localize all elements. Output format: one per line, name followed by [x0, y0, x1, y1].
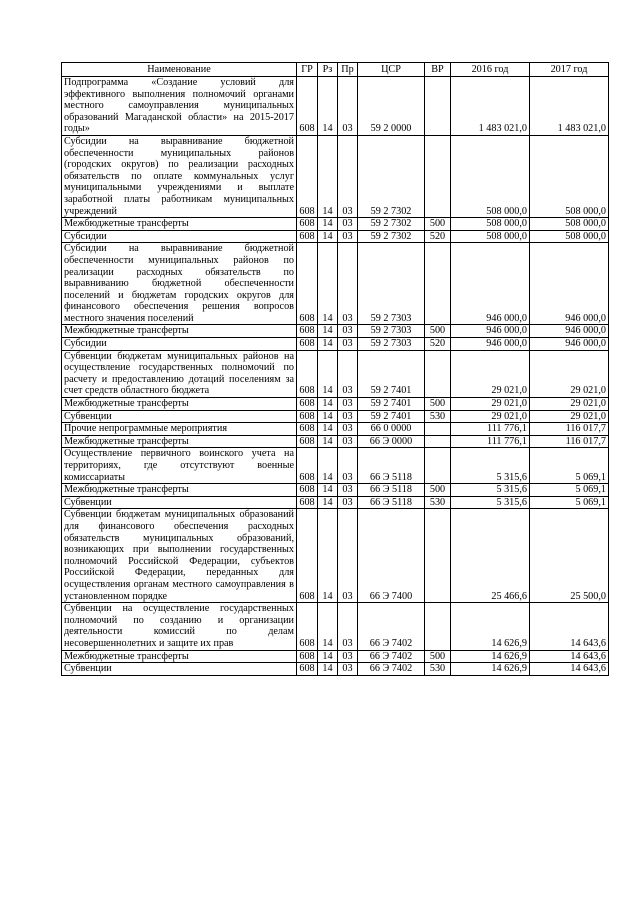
table-row: [62, 230, 609, 243]
cell-gr: 608: [297, 218, 318, 231]
table-row: [62, 448, 609, 484]
cell-gr: 608: [297, 484, 318, 497]
cell-vr: 530: [425, 663, 451, 676]
cell-rz: 14: [318, 218, 338, 231]
header-gr: ГР: [297, 63, 318, 77]
header-pr: Пр: [338, 63, 358, 77]
cell-2016: 5 315,6: [451, 496, 530, 509]
cell-gr: 608: [297, 650, 318, 663]
cell-pr: 03: [338, 230, 358, 243]
cell-name: Субвенции бюджетам муниципальных образований для финансового обеспечения расходных обязательств муниципальных образований, возникающих при выполнении государственных полномочий Российской Федерации, субъектов Российской Федерации, переданных для осуществления органам местного самоуправления в установленном порядке: [62, 509, 297, 603]
cell-vr: 530: [425, 496, 451, 509]
cell-name: Межбюджетные трансферты: [62, 218, 297, 231]
cell-pr: 03: [338, 350, 358, 397]
cell-2017: 116 017,7: [530, 435, 609, 448]
cell-2016: 14 626,9: [451, 663, 530, 676]
cell-pr: 03: [338, 650, 358, 663]
cell-vr: [425, 350, 451, 397]
cell-gr: 608: [297, 230, 318, 243]
cell-2016: 1 483 021,0: [451, 77, 530, 136]
cell-gr: 608: [297, 509, 318, 603]
cell-csr: 66 0 0000: [358, 423, 425, 436]
cell-csr: 66 Э 7402: [358, 663, 425, 676]
cell-name: Субвенции: [62, 410, 297, 423]
cell-pr: 03: [338, 243, 358, 325]
cell-gr: 608: [297, 448, 318, 484]
table-row: [62, 77, 609, 136]
table-header-row: [62, 63, 609, 77]
cell-2017: 14 643,6: [530, 663, 609, 676]
cell-gr: 608: [297, 496, 318, 509]
cell-name: Субвенции на осуществление государственных полномочий по созданию и организации деятельности комиссий по делам несовершеннолетних и защите их прав: [62, 603, 297, 650]
cell-2017: 14 643,6: [530, 603, 609, 650]
cell-name: Межбюджетные трансферты: [62, 325, 297, 338]
table-row: [62, 325, 609, 338]
cell-2017: 946 000,0: [530, 243, 609, 325]
cell-rz: 14: [318, 435, 338, 448]
cell-rz: 14: [318, 496, 338, 509]
cell-2016: 25 466,6: [451, 509, 530, 603]
header-2017: 2017 год: [530, 63, 609, 77]
cell-pr: 03: [338, 218, 358, 231]
cell-2016: 508 000,0: [451, 135, 530, 217]
cell-2017: 1 483 021,0: [530, 77, 609, 136]
cell-vr: [425, 509, 451, 603]
header-vr: ВР: [425, 63, 451, 77]
cell-name: Межбюджетные трансферты: [62, 435, 297, 448]
table-row: [62, 350, 609, 397]
cell-2017: 5 069,1: [530, 484, 609, 497]
cell-2017: 116 017,7: [530, 423, 609, 436]
cell-csr: 66 Э 5118: [358, 496, 425, 509]
cell-pr: 03: [338, 77, 358, 136]
table-row: [62, 135, 609, 217]
cell-pr: 03: [338, 663, 358, 676]
cell-2016: 946 000,0: [451, 243, 530, 325]
cell-rz: 14: [318, 650, 338, 663]
cell-gr: 608: [297, 603, 318, 650]
cell-csr: 59 2 0000: [358, 77, 425, 136]
cell-pr: 03: [338, 484, 358, 497]
cell-pr: 03: [338, 435, 358, 448]
cell-pr: 03: [338, 509, 358, 603]
header-csr: ЦСР: [358, 63, 425, 77]
cell-vr: 500: [425, 398, 451, 411]
cell-pr: 03: [338, 603, 358, 650]
header-2016: 2016 год: [451, 63, 530, 77]
table-row: [62, 218, 609, 231]
table-row: [62, 509, 609, 603]
cell-2017: 508 000,0: [530, 218, 609, 231]
table-row: [62, 423, 609, 436]
cell-vr: 500: [425, 325, 451, 338]
cell-gr: 608: [297, 243, 318, 325]
table-row: [62, 243, 609, 325]
cell-name: Субвенции: [62, 663, 297, 676]
table-row: [62, 650, 609, 663]
cell-gr: 608: [297, 398, 318, 411]
cell-vr: 500: [425, 484, 451, 497]
table-row: [62, 484, 609, 497]
cell-name: Межбюджетные трансферты: [62, 398, 297, 411]
cell-name: Субсидии на выравнивание бюджетной обеспеченности муниципальных районов (городских округов) по реализации расходных обязательств по оплате коммунальных услуг муниципальными учреждениями и выплате заработной платы работникам муниципальных учреждений: [62, 135, 297, 217]
cell-gr: 608: [297, 435, 318, 448]
budget-table: [61, 62, 609, 676]
cell-rz: 14: [318, 135, 338, 217]
cell-vr: [425, 603, 451, 650]
cell-vr: [425, 243, 451, 325]
cell-rz: 14: [318, 325, 338, 338]
cell-pr: 03: [338, 398, 358, 411]
cell-2017: 508 000,0: [530, 230, 609, 243]
cell-gr: 608: [297, 338, 318, 351]
cell-csr: 59 2 7302: [358, 218, 425, 231]
table-row: [62, 663, 609, 676]
header-name: Наименование: [62, 63, 297, 77]
cell-gr: 608: [297, 350, 318, 397]
cell-2017: 5 069,1: [530, 448, 609, 484]
cell-pr: 03: [338, 410, 358, 423]
cell-gr: 608: [297, 325, 318, 338]
cell-2017: 25 500,0: [530, 509, 609, 603]
cell-2016: 14 626,9: [451, 650, 530, 663]
cell-csr: 59 2 7302: [358, 135, 425, 217]
cell-csr: 59 2 7302: [358, 230, 425, 243]
cell-name: Межбюджетные трансферты: [62, 650, 297, 663]
cell-rz: 14: [318, 230, 338, 243]
cell-2017: 946 000,0: [530, 325, 609, 338]
cell-csr: 66 Э 0000: [358, 435, 425, 448]
cell-vr: [425, 135, 451, 217]
table-row: [62, 410, 609, 423]
header-rz: Рз: [318, 63, 338, 77]
cell-name: Субвенции: [62, 496, 297, 509]
cell-vr: 500: [425, 218, 451, 231]
cell-csr: 59 2 7303: [358, 338, 425, 351]
cell-rz: 14: [318, 350, 338, 397]
cell-2016: 14 626,9: [451, 603, 530, 650]
cell-name: Субсидии: [62, 230, 297, 243]
cell-2016: 5 315,6: [451, 448, 530, 484]
cell-csr: 66 Э 5118: [358, 448, 425, 484]
cell-rz: 14: [318, 663, 338, 676]
cell-name: Межбюджетные трансферты: [62, 484, 297, 497]
table-row: [62, 435, 609, 448]
cell-2016: 946 000,0: [451, 338, 530, 351]
table-row: [62, 398, 609, 411]
cell-csr: 59 2 7401: [358, 410, 425, 423]
cell-rz: 14: [318, 448, 338, 484]
cell-2017: 508 000,0: [530, 135, 609, 217]
cell-2017: 14 643,6: [530, 650, 609, 663]
cell-2017: 29 021,0: [530, 350, 609, 397]
cell-vr: 500: [425, 650, 451, 663]
budget-table-page: [61, 62, 608, 676]
cell-name: Прочие непрограммные мероприятия: [62, 423, 297, 436]
cell-pr: 03: [338, 448, 358, 484]
cell-rz: 14: [318, 77, 338, 136]
cell-csr: 59 2 7401: [358, 398, 425, 411]
cell-2016: 29 021,0: [451, 410, 530, 423]
cell-gr: 608: [297, 77, 318, 136]
table-row: [62, 603, 609, 650]
cell-2016: 111 776,1: [451, 423, 530, 436]
cell-2017: 29 021,0: [530, 398, 609, 411]
cell-pr: 03: [338, 135, 358, 217]
cell-rz: 14: [318, 509, 338, 603]
cell-pr: 03: [338, 325, 358, 338]
cell-name: Подпрограмма «Создание условий для эффективного выполнения полномочий органами местного самоуправления муниципальных образований Магаданской области» на 2015-2017 годы»: [62, 77, 297, 136]
cell-rz: 14: [318, 484, 338, 497]
table-row: [62, 338, 609, 351]
cell-vr: [425, 448, 451, 484]
cell-csr: 59 2 7303: [358, 243, 425, 325]
cell-2017: 29 021,0: [530, 410, 609, 423]
cell-name: Субсидии на выравнивание бюджетной обеспеченности муниципальных районов по реализации расходных обязательств по выравниванию бюджетной обеспеченности поселений и бюджетам городских округов для финансового обеспечения решения вопросов местного значения поселений: [62, 243, 297, 325]
cell-vr: [425, 423, 451, 436]
cell-rz: 14: [318, 603, 338, 650]
cell-rz: 14: [318, 338, 338, 351]
cell-csr: 59 2 7303: [358, 325, 425, 338]
cell-name: Субсидии: [62, 338, 297, 351]
cell-2016: 5 315,6: [451, 484, 530, 497]
table-body: [62, 77, 609, 676]
cell-rz: 14: [318, 243, 338, 325]
cell-vr: 520: [425, 338, 451, 351]
cell-rz: 14: [318, 423, 338, 436]
cell-2017: 5 069,1: [530, 496, 609, 509]
cell-pr: 03: [338, 338, 358, 351]
cell-2016: 508 000,0: [451, 230, 530, 243]
cell-gr: 608: [297, 423, 318, 436]
cell-gr: 608: [297, 663, 318, 676]
cell-vr: [425, 435, 451, 448]
cell-name: Субвенции бюджетам муниципальных районов на осуществление государственных полномочий по расчету и предоставлению дотаций поселениям за счет средств областного бюджета: [62, 350, 297, 397]
cell-rz: 14: [318, 410, 338, 423]
cell-pr: 03: [338, 496, 358, 509]
cell-2016: 946 000,0: [451, 325, 530, 338]
cell-csr: 66 Э 5118: [358, 484, 425, 497]
cell-2017: 946 000,0: [530, 338, 609, 351]
cell-gr: 608: [297, 410, 318, 423]
cell-csr: 66 Э 7402: [358, 603, 425, 650]
cell-csr: 59 2 7401: [358, 350, 425, 397]
cell-2016: 508 000,0: [451, 218, 530, 231]
cell-2016: 111 776,1: [451, 435, 530, 448]
table-row: [62, 496, 609, 509]
cell-name: Осуществление первичного воинского учета на территориях, где отсутствуют военные комиссариаты: [62, 448, 297, 484]
cell-csr: 66 Э 7402: [358, 650, 425, 663]
cell-pr: 03: [338, 423, 358, 436]
cell-rz: 14: [318, 398, 338, 411]
cell-2016: 29 021,0: [451, 350, 530, 397]
cell-vr: 530: [425, 410, 451, 423]
cell-vr: [425, 77, 451, 136]
cell-2016: 29 021,0: [451, 398, 530, 411]
cell-vr: 520: [425, 230, 451, 243]
cell-csr: 66 Э 7400: [358, 509, 425, 603]
cell-gr: 608: [297, 135, 318, 217]
